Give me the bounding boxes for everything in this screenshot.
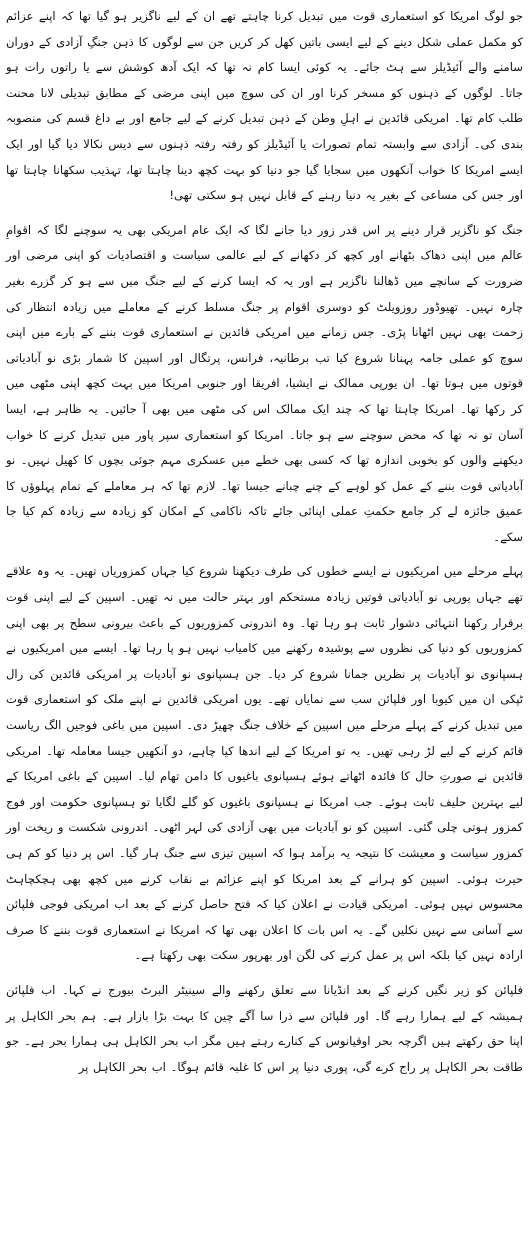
article-paragraph-4: فلپائن کو زیر نگیں کرنے کے بعد انڈیانا سے تعلق رکھنے والے سینیٹر البرٹ بیورج نے کہا۔ اب فلپائن ہمیشہ کے لیے ہمارا رہے گا۔ اور فلپائن سے ذرا سا آگے چین کا بہت بڑا بازار ہے۔ ہم بحر الکاہل پر اپنا حق رکھتے ہیں اگرچہ بحر اوقیانوس کے کنارے رہتے ہیں مگر اب بحر الکاہل ہی ہمارا بحر ہے۔ جو طاقت بحر الکاہل پر راج کرے گی، پوری دنیا پر اس کا غلبہ قائم ہوگا۔ اب بحر الکاہل پر [6,982,523,1074]
article-paragraph-2: جنگ کو ناگزیر قرار دینے پر اس قدر زور دیا جانے لگا کہ ایک عام امریکی بھی یہ سوچنے لگا کہ اقوامِ عالم میں اپنی دھاک بٹھانے اور کچھ کر دکھانے کے لیے عالمی سیاست و اقتصادیات کو اپنی مرضی اور ضرورت کے سانچے میں ڈھالنا ناگزیر ہے اور یہ کہ ایسا کرنے کے لیے جنگ میں سے ہو کر گزرے بغیر چارہ نہیں۔ تھیوڈور روزویلٹ کو دوسری اقوام پر جنگ مسلط کرنے کے معاملے میں زیادہ انتظار کی زحمت بھی نہیں اٹھانا پڑی۔ جس زمانے میں امریکی قائدین نے استعماری قوت بننے کے بارے میں اپنی سوچ کو عملی جامہ پہنانا شروع کیا تب برطانیہ، فرانس، پرتگال اور اسپین کا شمار بڑی نو آبادیاتی قوتوں میں ہوتا تھا۔ ان یورپی ممالک نے ایشیا، افریقا اور جنوبی امریکا میں بہت کچھ اپنی مٹھی میں کر رکھا تھا۔ امریکا چاہتا تھا کہ چند ایک ممالک اس کی مٹھی میں بھی آ جائیں۔ یہ ظاہر ہے، ایسا آسان تو نہ تھا کہ محض سوچنے سے ہو جاتا۔ امریکا کو استعماری سپر پاور میں تبدیل کرنے کا خواب دیکھنے والوں کو بخوبی اندازہ تھا کہ کسی بھی خطے میں عسکری مہم جوئی بچوں کا کھیل نہیں۔ نو آبادیاتی قوت بننے کے عمل کو لوہے کے چنے چبانے جیسا تھا۔ لازم تھا کہ ہر معاملے کے تمام پہلوؤں کا عمیق جائزہ لے کر جامع حکمتِ عملی اپنائی جائے تاکہ ناکامی کے امکان کو زیادہ سے زیادہ کم کیا جا سکے۔ [6,222,523,544]
article-paragraph-3: پہلے مرحلے میں امریکیوں نے ایسے خطوں کی طرف دیکھنا شروع کیا جہاں کمزوریاں تھیں۔ یہ وہ علاقے تھے جہاں یورپی نو آبادیاتی قوتیں زیادہ مستحکم اور بہتر حالت میں نہ تھیں۔ اسپین کے لیے اپنی قوت برقرار رکھنا انتہائی دشوار ثابت ہو رہا تھا۔ وہ اندرونی کمزوریوں کے باعث بیرونی سطح پر بھی اپنی کمزوریوں کو دنیا کی نظروں سے پوشیدہ رکھنے میں کامیاب نہیں ہو پا رہا تھا۔ ایسے میں امریکیوں نے ہسپانوی نو آبادیات پر نظریں جمانا شروع کر دیا۔ جن ہسپانوی نو آبادیات پر امریکی قائدین کی رال ٹپکی ان میں کیوبا اور فلپائن سب سے نمایاں تھے۔ یوں امریکی قائدین نے اپنے ملک کو استعماری قوت میں تبدیل کرنے کے پہلے مرحلے میں اسپین کے خلاف جنگ چھیڑ دی۔ اسپین میں باغی فوجیں الگ ریاست قائم کرنے کے لیے لڑ رہی تھیں۔ یہ تو امریکا کے لیے اندھا کیا چاہے، دو آنکھیں جیسا معاملہ تھا۔ امریکی قائدین نے صورتِ حال کا فائدہ اٹھاتے ہوئے ہسپانوی باغیوں کا دامن تھام لیا۔ اسپین کے باغی امریکا کے لیے بہترین حلیف ثابت ہوئے۔ جب امریکا نے ہسپانوی باغیوں کو گلے لگایا تو ہسپانوی حکومت اور فوج کمزور ہوتی چلی گئی۔ اسپین کو نو آبادیات میں بھی آزادی کی لہر اٹھی۔ اندرونی شکست و ریخت اور کمزور سیاست و معیشت کا نتیجہ یہ برآمد ہوا کہ اسپین تیزی سے جنگ ہار گیا۔ اس پر دنیا کو کم ہی حیرت ہوئی۔ اسپین کو ہرانے کے بعد امریکا کو اپنے عزائم بے نقاب کرنے میں کچھ بھی ہچکچاہٹ محسوس نہیں ہوئی۔ امریکی قیادت نے اعلان کیا کہ فتح حاصل کرنے کے بعد اب امریکی فوجی فلپائن سے آسانی سے نہیں نکلیں گے۔ یہ اس بات کا اعلان بھی تھا کہ امریکا نے استعماری قوت بننے کا صرف ارادہ نہیں کیا بلکہ اس پر عمل کرنے کی لگن اور بھرپور سکت بھی رکھتا ہے۔ [6,564,523,963]
article-paragraph-1: جو لوگ امریکا کو استعماری قوت میں تبدیل کرنا چاہتے تھے ان کے لیے ناگزیر ہو گیا تھا کہ اپنے عزائم کو مکمل عملی شکل دینے کے لیے ایسی باتیں کھل کر کریں جن سے لوگوں کا ذہن جنگِ آزادی کے دوران سامنے والے آئیڈیلز سے ہٹ جائے۔ یہ کوئی ایسا کام نہ تھا کہ ایک آدھ کوشش سے یا راتوں رات ہو جاتا۔ لوگوں کے ذہنوں کو مسخر کرنا اور ان کی سوچ میں اپنی مرضی کے مطابق تبدیلی لانا محنت طلب کام تھا۔ امریکی قائدین نے اہلِ وطن کے ذہن تبدیل کرنے کے لیے جامع اور بے داغ قسم کی منصوبہ بندی کی۔ آزادی سے وابستہ تمام تصورات یا آئیڈیلز کو رفتہ رفتہ ذہنوں سے دیس نکالا دیا گیا اور ایک ایسے امریکا کا خواب آنکھوں میں سجایا گیا جو دنیا کو بہت کچھ دینا چاہتا تھا، تہذیب سکھانا چاہتا تھا اور جس کی مساعی کے بغیر یہ دنیا رہنے کے قابل نہیں ہو سکتی تھی! [6,9,523,203]
